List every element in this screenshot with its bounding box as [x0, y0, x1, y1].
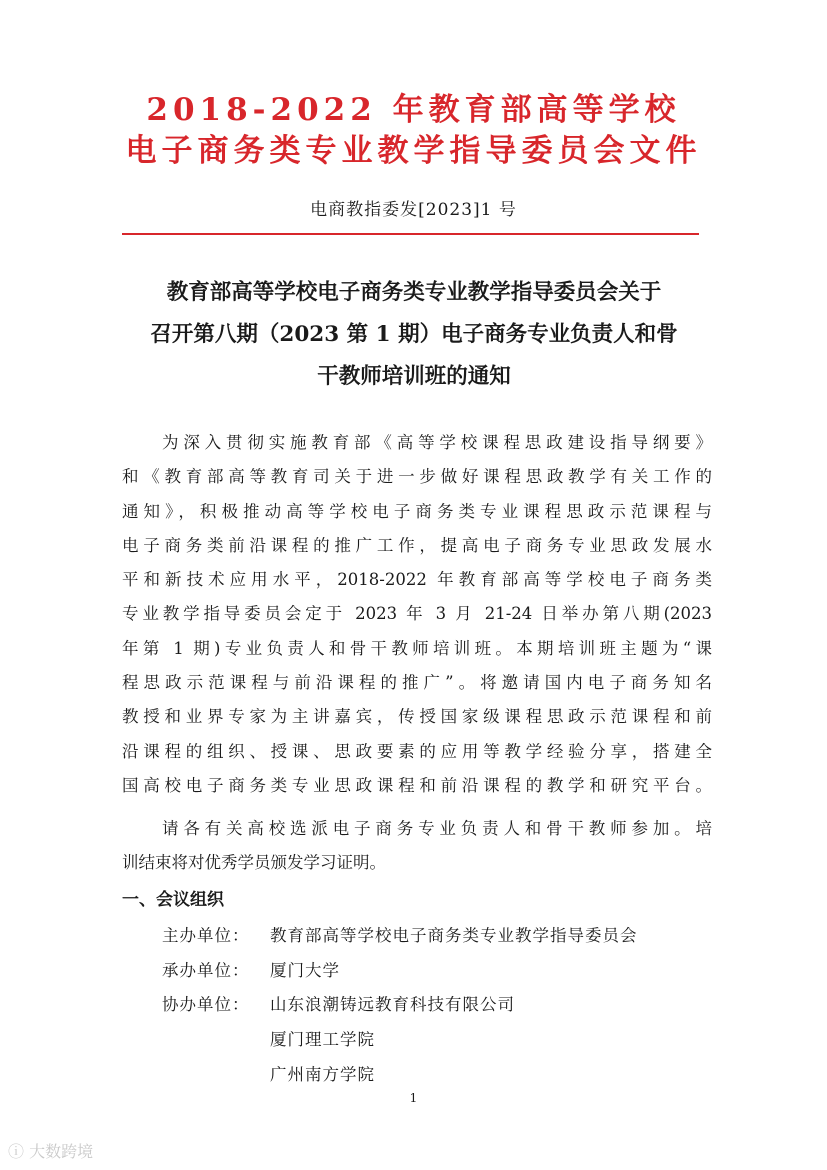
paragraph-line: 通知》，积极推动高等学校电子商务类专业课程思政示范课程与: [122, 501, 712, 521]
co-organizer-row: [270, 1060, 375, 1090]
page-number: 1: [409, 1091, 418, 1105]
paragraph-line: 和《教育部高等教育司关于进一步做好课程思政教学有关工作的: [122, 467, 712, 487]
notice-title-line: 教育部高等学校电子商务类专业教学指导委员会关于: [166, 280, 662, 305]
paragraph-line: 平和新技术应用水平，2018-2022 年教育部高等学校电子商务类: [122, 570, 712, 590]
body-paragraph-1: [122, 426, 712, 803]
watermark: [8, 1140, 93, 1164]
paragraph-line: 国高校电子商务类专业思政课程和前沿课程的教学和研究平台。: [122, 775, 712, 795]
co-organizer-value: 厦门理工学院: [270, 1030, 375, 1049]
paragraph-line: 程思政示范课程与前沿课程的推广”。将邀请国内电子商务知名: [122, 673, 712, 693]
paragraph-line: 为深入贯彻实施教育部《高等学校课程思政建设指导纲要》: [162, 433, 712, 452]
body-paragraph-2: [122, 812, 712, 881]
co-organizer-value: 山东浪潮铸远教育科技有限公司: [270, 995, 515, 1014]
host-unit-label: 主办单位：: [162, 926, 250, 945]
notice-title-line: 召开第八期（2023 第 1 期）电子商务专业负责人和骨: [150, 322, 678, 347]
paragraph-line: 教授和业界专家为主讲嘉宾，传授国家级课程思政示范课程和前: [122, 707, 712, 727]
paragraph-line: 电子商务类前沿课程的推广工作，提高电子商务专业思政发展水: [122, 535, 712, 555]
paragraph-line: 年第 1 期)专业负责人和骨干教师培训班。本期培训班主题为“课: [122, 638, 712, 658]
paragraph-line: 训结束将对优秀学员颁发学习证明。: [122, 853, 386, 873]
paragraph-line: 请各有关高校选派电子商务专业负责人和骨干教师参加。培: [162, 819, 712, 838]
host-unit-value: 教育部高等学校电子商务类专业教学指导委员会: [270, 926, 638, 945]
notice-title-line: 干教师培训班的通知: [317, 364, 511, 389]
red-divider-line: [122, 233, 699, 235]
organizer-unit-row: [162, 956, 340, 986]
co-organizer-row: [162, 990, 515, 1020]
host-unit-row: [162, 921, 638, 951]
watermark-logo-icon: ⓘ: [8, 1142, 25, 1161]
header-title-line-2: 电子商务类专业教学指导委员会文件: [125, 133, 702, 169]
document-number: 电商教指委发[2023]1 号: [310, 200, 517, 220]
section-heading-organization: 一、会议组织: [122, 890, 224, 910]
paragraph-line: 专业教学指导委员会定于 2023 年 3 月 21-24 日举办第八期(2023: [122, 604, 712, 624]
notice-title: [118, 272, 710, 398]
co-organizer-value: 广州南方学院: [270, 1065, 375, 1084]
watermark-text: 大数跨境: [29, 1142, 94, 1161]
co-organizer-label: 协办单位：: [162, 995, 250, 1014]
organizer-unit-label: 承办单位：: [162, 961, 250, 980]
organizer-unit-value: 厦门大学: [270, 961, 340, 980]
header-title-line-1: 2018-2022 年教育部高等学校: [146, 92, 681, 128]
paragraph-line: 沿课程的组织、授课、思政要素的应用等教学经验分享，搭建全: [122, 741, 712, 761]
co-organizer-row: [270, 1025, 375, 1055]
